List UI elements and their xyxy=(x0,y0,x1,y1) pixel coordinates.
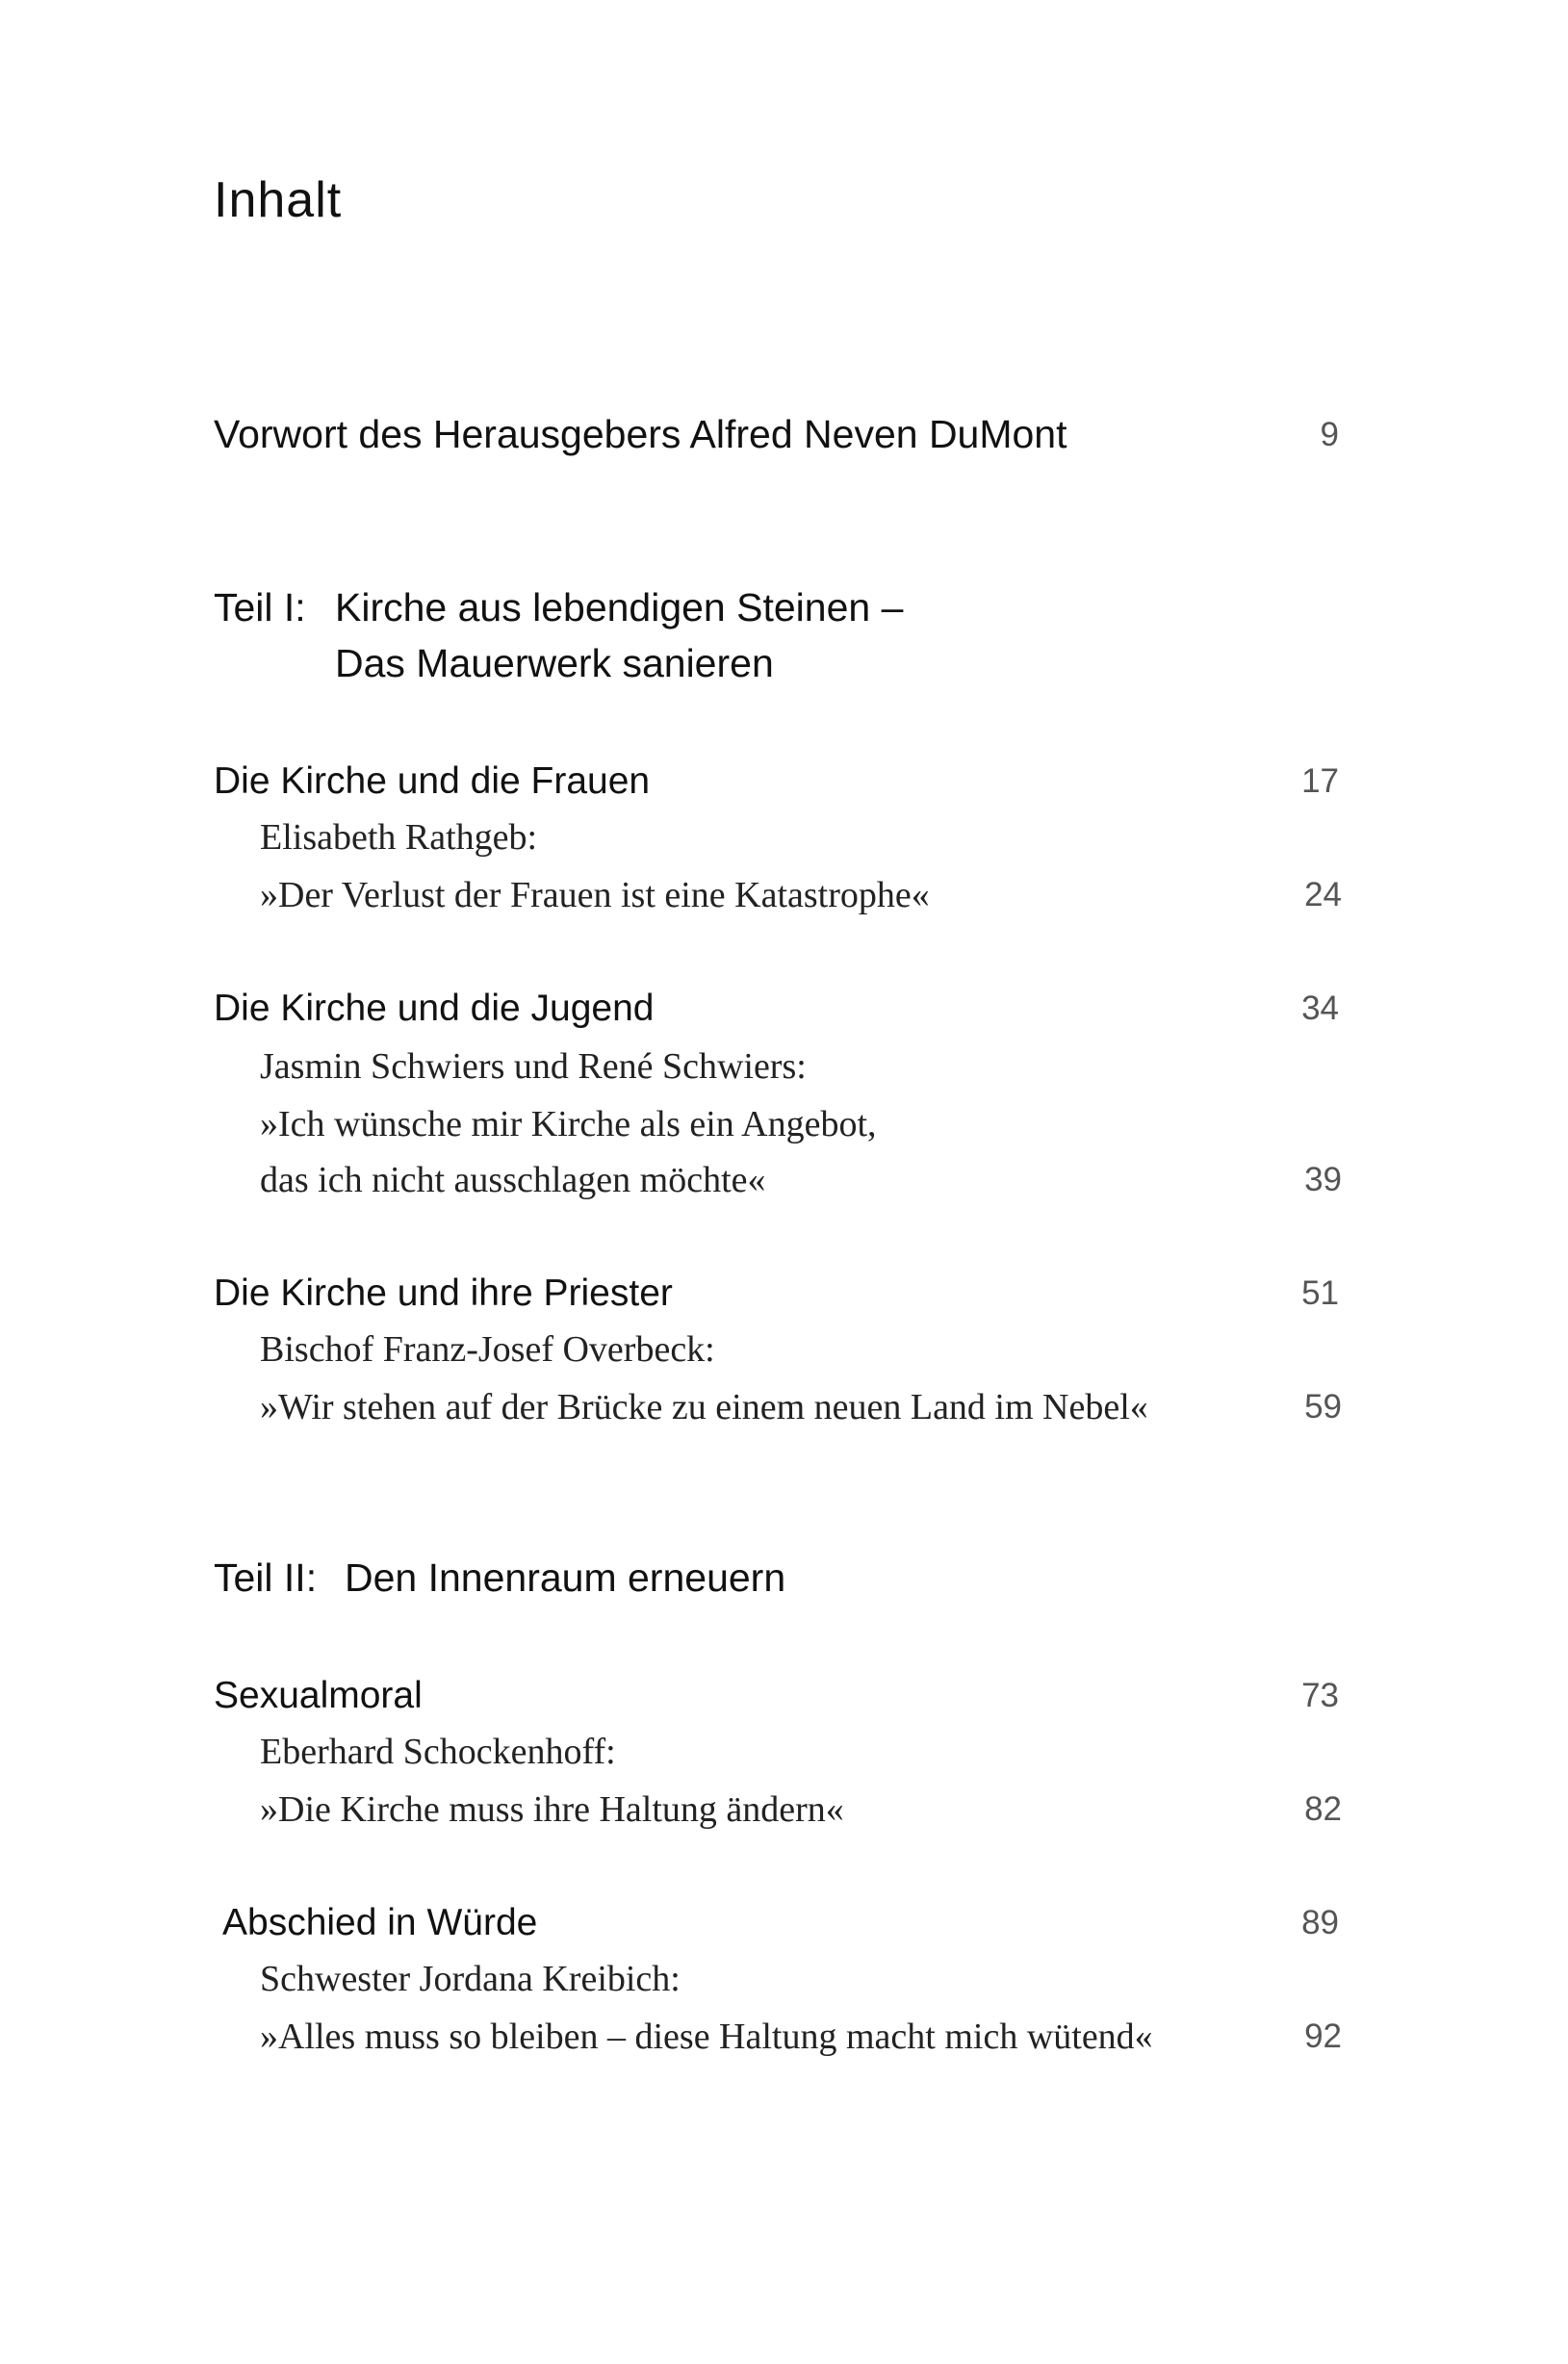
part-1-prefix: Teil I: xyxy=(214,585,306,630)
toc-quote[interactable]: »Die Kirche muss ihre Haltung ändern« xyxy=(260,1789,844,1830)
toc-chapter-page: 34 xyxy=(1301,989,1339,1027)
part-1-title-line-1: Kirche aus lebendigen Steinen – xyxy=(335,585,904,630)
toc-author: Schwester Jordana Kreibich: xyxy=(260,1959,681,1999)
toc-chapter-page: 89 xyxy=(1301,1904,1339,1941)
toc-author: Jasmin Schwiers und René Schwiers: xyxy=(260,1046,807,1087)
toc-chapter-title[interactable]: Die Kirche und ihre Priester xyxy=(214,1272,673,1314)
toc-author: Elisabeth Rathgeb: xyxy=(260,817,538,858)
part-2-title-line-1: Den Innenraum erneuern xyxy=(345,1555,786,1600)
toc-author: Eberhard Schockenhoff: xyxy=(260,1732,616,1772)
toc-chapter-title[interactable]: Sexualmoral xyxy=(214,1675,423,1716)
toc-chapter-title[interactable]: Die Kirche und die Jugend xyxy=(214,988,655,1029)
toc-quote[interactable]: »Wir stehen auf der Brücke zu einem neuen Land im Nebel« xyxy=(260,1387,1148,1427)
toc-quote-page: 82 xyxy=(1304,1790,1342,1828)
toc-chapter-page: 73 xyxy=(1301,1677,1339,1714)
toc-quote[interactable]: »Der Verlust der Frauen ist eine Katastrophe« xyxy=(260,875,930,915)
toc-author: Bischof Franz-Josef Overbeck: xyxy=(260,1329,715,1370)
toc-quote[interactable]: das ich nicht ausschlagen möchte« xyxy=(260,1160,766,1200)
part-1-title-line-2: Das Mauerwerk sanieren xyxy=(335,641,774,685)
part-2-prefix: Teil II: xyxy=(214,1555,318,1600)
toc-chapter-page: 51 xyxy=(1301,1274,1339,1312)
toc-quote-page: 59 xyxy=(1304,1388,1342,1426)
toc-quote-page: 39 xyxy=(1304,1161,1342,1198)
toc-chapter-title[interactable]: Die Kirche und die Frauen xyxy=(214,760,651,802)
toc-chapter-page: 17 xyxy=(1301,762,1339,800)
toc-quote[interactable]: »Alles muss so bleiben – diese Haltung macht mich wütend« xyxy=(260,2017,1153,2057)
toc-page-foreword: 9 xyxy=(1320,416,1339,453)
toc-quote[interactable]: »Ich wünsche mir Kirche als ein Angebot, xyxy=(260,1104,877,1144)
toc-chapter-title[interactable]: Abschied in Würde xyxy=(222,1902,538,1943)
toc-quote-page: 24 xyxy=(1304,876,1342,913)
toc-quote-page: 92 xyxy=(1304,2017,1342,2055)
toc-entry-foreword[interactable]: Vorwort des Herausgebers Alfred Neven DuMont xyxy=(214,412,1067,456)
page-title: Inhalt xyxy=(214,172,343,228)
